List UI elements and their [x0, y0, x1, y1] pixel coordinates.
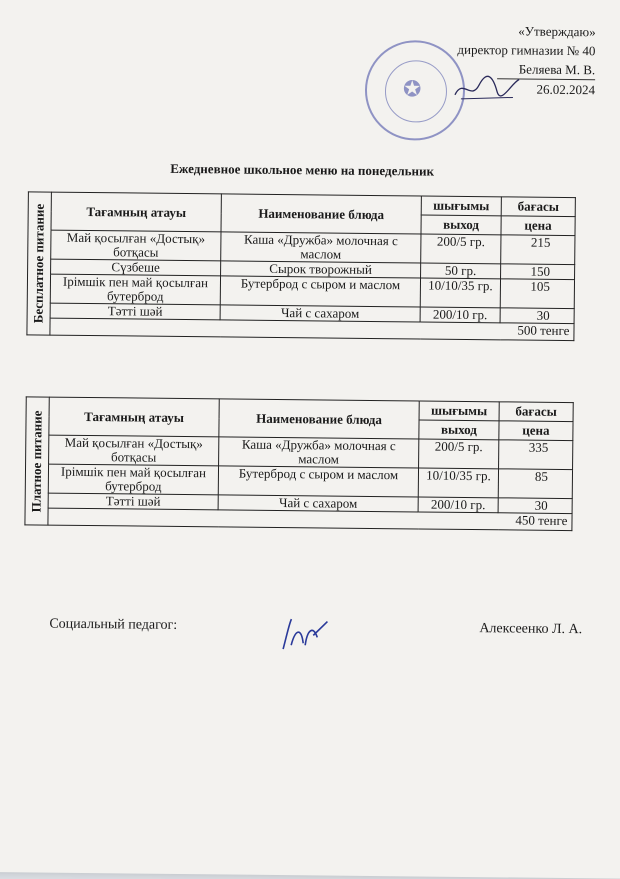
header-yield-ru: выход — [421, 215, 501, 235]
emblem-icon: ✪ — [402, 76, 422, 102]
header-price-kz: бағасы — [501, 197, 575, 217]
page-title: Ежедневное школьное меню на понедельник — [170, 160, 435, 179]
paid-meal-table — [47, 397, 573, 531]
approval-position: директор гимназии № 40 — [457, 41, 596, 59]
table-row: Тәтті шәй Чай с сахаром 200/10 гр. 30 — [50, 303, 574, 323]
footer-role: Социальный педагог: — [49, 616, 178, 633]
director-signature — [453, 73, 523, 104]
free-total: 500 тенге — [50, 318, 574, 340]
header-price-ru: цена — [501, 216, 575, 236]
header-yield-kz: шығымы — [419, 401, 499, 421]
header-price-kz: бағасы — [499, 402, 573, 422]
header-name-kz: Тағамның атауы — [51, 192, 221, 232]
header-yield-kz: шығымы — [421, 196, 501, 216]
table-row: Ірімшік пен май қосылған бутерброд Бутерброд с сыром и маслом 10/10/35 гр. 85 — [48, 464, 572, 498]
free-meal-table — [49, 192, 575, 341]
free-meal-section — [26, 191, 575, 341]
header-name-ru: Наименование блюда — [219, 399, 419, 439]
table-row: Сүзбеше Сырок творожный 50 гр. 150 — [51, 259, 575, 279]
paid-meal-section — [24, 396, 573, 531]
header-name-ru: Наименование блюда — [221, 194, 421, 234]
footer-person: Алексеенко Л. А. — [479, 621, 583, 638]
header-yield-ru: выход — [419, 420, 499, 440]
table-row: Тәтті шәй Чай с сахаром 200/10 гр. 30 — [48, 493, 572, 513]
table-row: Май қосылған «Достық» ботқасы Каша «Дружба» молочная с маслом 200/5 гр. 335 — [49, 435, 573, 469]
approval-name: Беляева М. В. — [518, 61, 596, 78]
paid-meal-label: Платное питание — [24, 396, 48, 525]
table-row: Ірімшік пен май қосылған бутерброд Бутерброд с сыром и маслом 10/10/35 гр. 105 — [50, 274, 574, 308]
header-price-ru: цена — [499, 421, 573, 441]
paid-total: 450 тенге — [48, 508, 572, 530]
pedagogue-signature — [277, 615, 337, 656]
table-row: Май қосылған «Достық» ботқасы Каша «Дружба» молочная с маслом 200/5 гр. 215 — [51, 230, 575, 264]
header-name-kz: Тағамның атауы — [49, 397, 219, 437]
free-meal-label: Бесплатное питание — [26, 191, 51, 335]
approval-heading: «Утверждаю» — [518, 23, 596, 40]
approval-date: 26.02.2024 — [496, 78, 595, 99]
official-stamp — [364, 40, 465, 141]
